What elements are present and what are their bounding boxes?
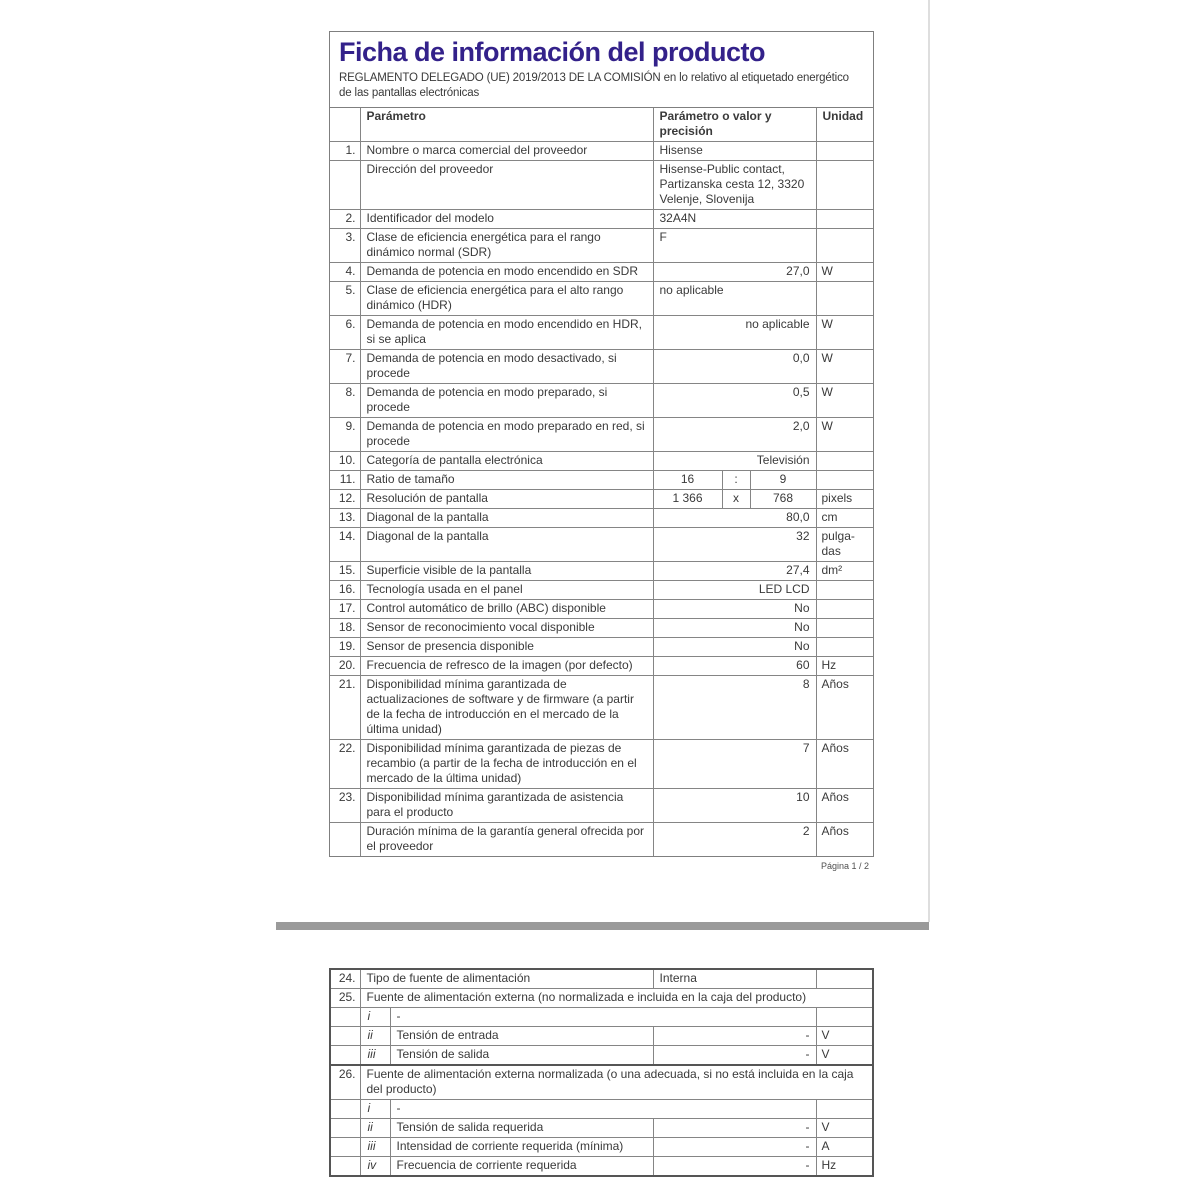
param-unit: [816, 142, 873, 161]
table-row: [330, 229, 873, 263]
param-unit: Años: [816, 823, 873, 857]
param-label: Tensión de salida: [390, 1046, 653, 1066]
row-number: 22.: [330, 740, 360, 789]
param-value: -: [653, 1027, 816, 1046]
param-value: 80,0: [653, 509, 816, 528]
param-label: Sensor de presencia disponible: [360, 638, 653, 657]
page-title: Ficha de información del producto: [339, 37, 766, 67]
table-row: [330, 316, 873, 350]
param-value: -: [653, 1046, 816, 1066]
table-row: [330, 384, 873, 418]
param-unit: [816, 619, 873, 638]
param-unit: [816, 1100, 873, 1119]
param-label: Dirección del proveedor: [360, 161, 653, 210]
param-unit: W: [816, 384, 873, 418]
section-label: Fuente de alimentación externa (no normalizada e incluida en la caja del producto): [360, 989, 873, 1008]
param-label: Identificador del modelo: [360, 210, 653, 229]
param-value: 0,5: [653, 384, 816, 418]
roman-index: iii: [360, 1046, 390, 1066]
param-value: Interna: [653, 969, 816, 989]
param-label: Demanda de potencia en modo encendido en SDR: [360, 263, 653, 282]
document-header: [330, 32, 873, 108]
table-row: [330, 142, 873, 161]
row-number: 15.: [330, 562, 360, 581]
row-number: 11.: [330, 471, 360, 490]
param-unit: cm: [816, 509, 873, 528]
row-number: 14.: [330, 528, 360, 562]
ratio-height: 9: [750, 471, 816, 490]
roman-index: iv: [360, 1157, 390, 1177]
row-number: 10.: [330, 452, 360, 471]
power-supply-table: [329, 968, 874, 1177]
row-number: 4.: [330, 263, 360, 282]
param-unit: Hz: [816, 1157, 873, 1177]
table-row: [330, 740, 873, 789]
row-number: [330, 1100, 360, 1119]
row-number: 17.: [330, 600, 360, 619]
param-unit: [816, 581, 873, 600]
param-unit: W: [816, 316, 873, 350]
param-label: Categoría de pantalla electrónica: [360, 452, 653, 471]
roman-index: i: [360, 1008, 390, 1027]
param-label: Tensión de salida requerida: [390, 1119, 653, 1138]
param-label: Clase de eficiencia energética para el alto rango dinámico (HDR): [360, 282, 653, 316]
param-value: F: [653, 229, 816, 263]
param-value: -: [653, 1119, 816, 1138]
row-number: 18.: [330, 619, 360, 638]
param-value: no aplicable: [653, 282, 816, 316]
param-unit: Hz: [816, 657, 873, 676]
param-unit: V: [816, 1027, 873, 1046]
row-number: [330, 1119, 360, 1138]
resolution-height: 768: [750, 490, 816, 509]
param-unit: Años: [816, 789, 873, 823]
roman-index: ii: [360, 1027, 390, 1046]
sub-row: [330, 1027, 873, 1046]
param-unit: A: [816, 1138, 873, 1157]
product-info-table: [330, 108, 873, 856]
table-header-row: [330, 108, 873, 142]
pdf-page-1: [329, 31, 874, 857]
param-label: Tensión de entrada: [390, 1027, 653, 1046]
param-value: -: [653, 1138, 816, 1157]
section-row: [330, 989, 873, 1008]
row-number: [330, 1027, 360, 1046]
sub-row: [330, 1138, 873, 1157]
table-row: [330, 657, 873, 676]
param-unit: V: [816, 1046, 873, 1066]
param-unit: dm²: [816, 562, 873, 581]
param-unit: [816, 161, 873, 210]
param-value: Hisense-Public contact, Partizanska cesta 12, 3320 Velenje, Slovenija: [653, 161, 816, 210]
header-value: Parámetro o valor y precisión: [653, 108, 816, 142]
param-value: Hisense: [653, 142, 816, 161]
row-number: 8.: [330, 384, 360, 418]
table-row: [330, 418, 873, 452]
table-row: [330, 350, 873, 384]
param-unit: [816, 229, 873, 263]
roman-index: ii: [360, 1119, 390, 1138]
param-value: 60: [653, 657, 816, 676]
roman-index: i: [360, 1100, 390, 1119]
table-row: [330, 452, 873, 471]
param-unit: Años: [816, 676, 873, 740]
row-number: 26.: [330, 1065, 360, 1100]
param-value: No: [653, 600, 816, 619]
param-value: Televisión: [653, 452, 816, 471]
table-row: [330, 676, 873, 740]
param-unit: pulgadas: [816, 528, 873, 562]
param-label: Demanda de potencia en modo desactivado, si procede: [360, 350, 653, 384]
row-number: 3.: [330, 229, 360, 263]
row-number: 6.: [330, 316, 360, 350]
param-label: Intensidad de corriente requerida (mínima): [390, 1138, 653, 1157]
param-value: 32A4N: [653, 210, 816, 229]
row-number: [330, 1046, 360, 1066]
param-unit: W: [816, 263, 873, 282]
page-number-footer: Página 1 / 2: [820, 861, 869, 871]
param-label: Sensor de reconocimiento vocal disponible: [360, 619, 653, 638]
sub-row: [330, 1100, 873, 1119]
header-param: Parámetro: [360, 108, 653, 142]
row-number: 13.: [330, 509, 360, 528]
sub-row: [330, 1046, 873, 1066]
param-unit: pixels: [816, 490, 873, 509]
param-unit: Años: [816, 740, 873, 789]
row-number: 23.: [330, 789, 360, 823]
param-label: Demanda de potencia en modo encendido en HDR, si se aplica: [360, 316, 653, 350]
param-label: Frecuencia de refresco de la imagen (por defecto): [360, 657, 653, 676]
param-label: Control automático de brillo (ABC) disponible: [360, 600, 653, 619]
param-value: 7: [653, 740, 816, 789]
param-label: Tipo de fuente de alimentación: [360, 969, 653, 989]
row-number: [330, 1008, 360, 1027]
sub-row: [330, 1119, 873, 1138]
param-label: Nombre o marca comercial del proveedor: [360, 142, 653, 161]
param-value: no aplicable: [653, 316, 816, 350]
param-label: -: [390, 1100, 816, 1119]
table-row: [330, 581, 873, 600]
row-number: 5.: [330, 282, 360, 316]
param-unit: [816, 638, 873, 657]
row-number: 25.: [330, 989, 360, 1008]
table-row: [330, 263, 873, 282]
param-value: 27,0: [653, 263, 816, 282]
param-unit: [816, 1008, 873, 1027]
param-value: No: [653, 638, 816, 657]
row-number: 7.: [330, 350, 360, 384]
resolution-separator: x: [722, 490, 750, 509]
param-unit: [816, 282, 873, 316]
header-unit: Unidad: [816, 108, 873, 142]
param-unit: W: [816, 418, 873, 452]
row-number: [330, 1157, 360, 1177]
table-row: [330, 490, 873, 509]
param-label: Resolución de pantalla: [360, 490, 653, 509]
table-row: [330, 789, 873, 823]
table-row: [330, 619, 873, 638]
param-value: 8: [653, 676, 816, 740]
row-number: 19.: [330, 638, 360, 657]
table-row: [330, 600, 873, 619]
row-number: 20.: [330, 657, 360, 676]
param-unit: W: [816, 350, 873, 384]
param-label: Frecuencia de corriente requerida: [390, 1157, 653, 1177]
param-label: Demanda de potencia en modo preparado, si procede: [360, 384, 653, 418]
row-number: 2.: [330, 210, 360, 229]
param-unit: [816, 452, 873, 471]
row-number: 9.: [330, 418, 360, 452]
section-label: Fuente de alimentación externa normalizada (o una adecuada, si no está incluida en la caja del producto): [360, 1065, 873, 1100]
table-row: [330, 210, 873, 229]
table-row: [330, 471, 873, 490]
resolution-width: 1 366: [653, 490, 722, 509]
param-label: Disponibilidad mínima garantizada de piezas de recambio (a partir de la fecha de introducción en el mercado de la última unidad): [360, 740, 653, 789]
table-row: [330, 528, 873, 562]
param-value: 2,0: [653, 418, 816, 452]
table-row: [330, 562, 873, 581]
table-row: [330, 509, 873, 528]
param-unit: [816, 471, 873, 490]
param-unit: [816, 600, 873, 619]
page-right-edge: [928, 0, 930, 922]
page-gap-divider: [276, 922, 929, 930]
param-label: Clase de eficiencia energética para el rango dinámico normal (SDR): [360, 229, 653, 263]
row-number: [330, 161, 360, 210]
param-value: 2: [653, 823, 816, 857]
ratio-width: 16: [653, 471, 722, 490]
param-value: No: [653, 619, 816, 638]
row-number: 1.: [330, 142, 360, 161]
pdf-page-2: [329, 968, 874, 1177]
table-row: [330, 282, 873, 316]
table-row: [330, 969, 873, 989]
param-label: Tecnología usada en el panel: [360, 581, 653, 600]
row-number: 12.: [330, 490, 360, 509]
param-unit: V: [816, 1119, 873, 1138]
row-number: 16.: [330, 581, 360, 600]
param-unit: [816, 969, 873, 989]
param-label: Disponibilidad mínima garantizada de asistencia para el producto: [360, 789, 653, 823]
sub-row: [330, 1157, 873, 1177]
row-number: 24.: [330, 969, 360, 989]
param-value: 32: [653, 528, 816, 562]
param-label: Ratio de tamaño: [360, 471, 653, 490]
param-label: Superficie visible de la pantalla: [360, 562, 653, 581]
table-row: [330, 638, 873, 657]
page-subtitle: REGLAMENTO DELEGADO (UE) 2019/2013 DE LA COMISIÓN en lo relativo al etiquetado energético de las pantallas electrónicas: [339, 72, 849, 99]
param-label: Diagonal de la pantalla: [360, 528, 653, 562]
param-label: -: [390, 1008, 816, 1027]
param-label: Demanda de potencia en modo preparado en red, si procede: [360, 418, 653, 452]
param-value: -: [653, 1157, 816, 1177]
row-number: [330, 1138, 360, 1157]
header-number: [330, 108, 360, 142]
row-number: 21.: [330, 676, 360, 740]
row-number: [330, 823, 360, 857]
roman-index: iii: [360, 1138, 390, 1157]
table-row: [330, 161, 873, 210]
param-value: 27,4: [653, 562, 816, 581]
table-row: [330, 823, 873, 857]
ratio-separator: :: [722, 471, 750, 490]
param-label: Disponibilidad mínima garantizada de actualizaciones de software y de firmware (a partir de la fecha de introducción en el mercado de la última unidad): [360, 676, 653, 740]
param-label: Diagonal de la pantalla: [360, 509, 653, 528]
param-label: Duración mínima de la garantía general ofrecida por el proveedor: [360, 823, 653, 857]
sub-row: [330, 1008, 873, 1027]
param-value: 0,0: [653, 350, 816, 384]
section-row: [330, 1065, 873, 1100]
param-value: LED LCD: [653, 581, 816, 600]
param-unit: [816, 210, 873, 229]
param-value: 10: [653, 789, 816, 823]
